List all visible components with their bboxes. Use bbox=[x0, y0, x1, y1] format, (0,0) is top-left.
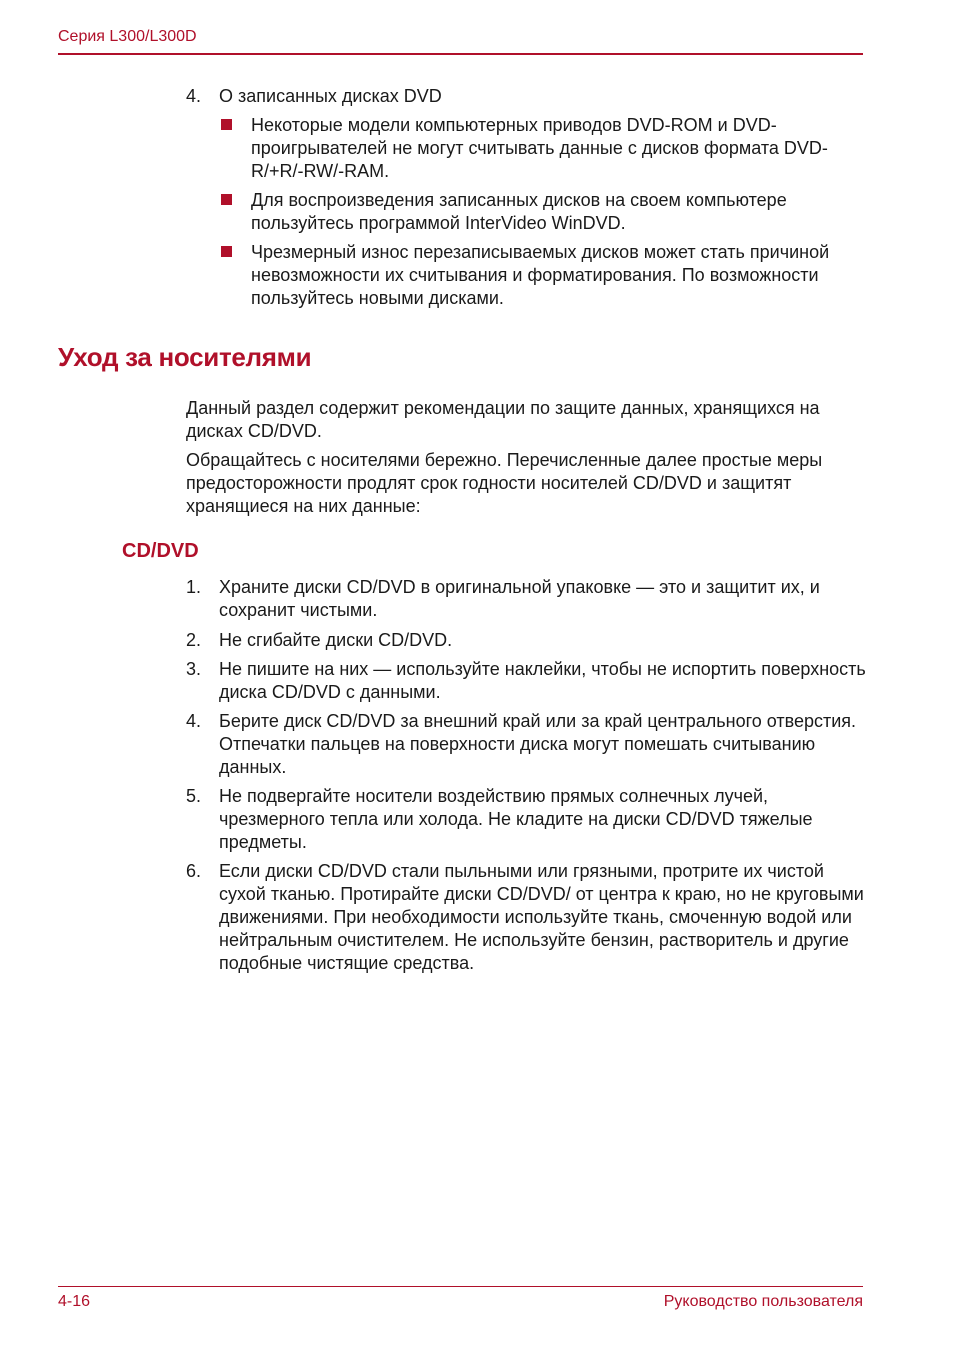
list-item-number: 4. bbox=[186, 711, 202, 731]
list-item-text: Не сгибайте диски CD/DVD. bbox=[219, 630, 453, 650]
header-title: Серия L300/L300D bbox=[58, 28, 197, 45]
list-item-text: Храните диски CD/DVD в оригинальной упаковке — это и защитит их, и сохранит чистыми. bbox=[219, 577, 820, 620]
subsection-heading: CD/DVD bbox=[122, 540, 199, 562]
list-item bbox=[186, 629, 866, 652]
list-item-number: 2. bbox=[186, 630, 202, 650]
list-item-text: Не пишите на них — используйте наклейки, чтобы не испортить поверхность диска CD/DVD с данными. bbox=[219, 659, 866, 702]
list-item bbox=[186, 658, 866, 704]
footer-doc-title: Руководство пользователя bbox=[663, 1293, 863, 1310]
list-item-number: 1. bbox=[186, 577, 202, 597]
list-item bbox=[186, 710, 866, 779]
paragraph: Обращайтесь с носителями бережно. Перечисленные далее простые меры предосторожности продлят срок годности носителей CD/DVD и защитят хранящиеся на них данные: bbox=[186, 450, 823, 516]
list-item-number: 4. bbox=[186, 86, 202, 106]
list-item bbox=[186, 785, 866, 854]
list-item-text: Не подвергайте носители воздействию прямых солнечных лучей, чрезмерного тепла или холода. Не кладите на диски CD/DVD тяжелые предметы. bbox=[219, 786, 813, 852]
paragraph: Данный раздел содержит рекомендации по защите данных, хранящихся на дисках CD/DVD. bbox=[186, 398, 820, 441]
bullet-item bbox=[221, 241, 866, 310]
list-item bbox=[186, 860, 866, 975]
list-item-text: Если диски CD/DVD стали пыльными или грязными, протрите их чистой сухой тканью. Протирайте диски CD/DVD/ от центра к краю, но не круговыми движениями. При необходимости используйте ткань, смоченную водой или нейтральным очистителем. Не используйте бензин, растворитель и другие подобные чистящие средства. bbox=[219, 861, 864, 973]
list-item bbox=[186, 576, 866, 622]
bullet-item bbox=[221, 114, 866, 183]
footer-divider bbox=[58, 1286, 863, 1287]
bullet-square-icon bbox=[221, 119, 232, 130]
list-item-number: 3. bbox=[186, 659, 202, 679]
bullet-text: Для воспроизведения записанных дисков на своем компьютере пользуйтесь программой InterVideo WinDVD. bbox=[251, 190, 787, 233]
bullet-text: Чрезмерный износ перезаписываемых дисков может стать причиной невозможности их считывания и форматирования. По возможности пользуйтесь новыми дисками. bbox=[251, 242, 830, 308]
bullet-text: Некоторые модели компьютерных приводов DVD-ROM и DVD-проигрывателей не могут считывать данные с дисков формата DVD-R/+R/-RW/-RAM. bbox=[251, 115, 828, 181]
list-item-number: 6. bbox=[186, 861, 202, 881]
page-number: 4-16 bbox=[58, 1293, 91, 1310]
header-divider bbox=[58, 53, 863, 55]
list-item-text: Берите диск CD/DVD за внешний край или за край центрального отверстия. Отпечатки пальцев на поверхности диска могут помешать считыванию данных. bbox=[219, 711, 857, 777]
list-item-number: 5. bbox=[186, 786, 202, 806]
bullet-item bbox=[221, 189, 866, 235]
section-heading: Уход за носителями bbox=[58, 342, 312, 372]
bullet-square-icon bbox=[221, 194, 232, 205]
list-item bbox=[186, 85, 866, 108]
bullet-square-icon bbox=[221, 246, 232, 257]
list-item-text: О записанных дисках DVD bbox=[219, 86, 442, 106]
